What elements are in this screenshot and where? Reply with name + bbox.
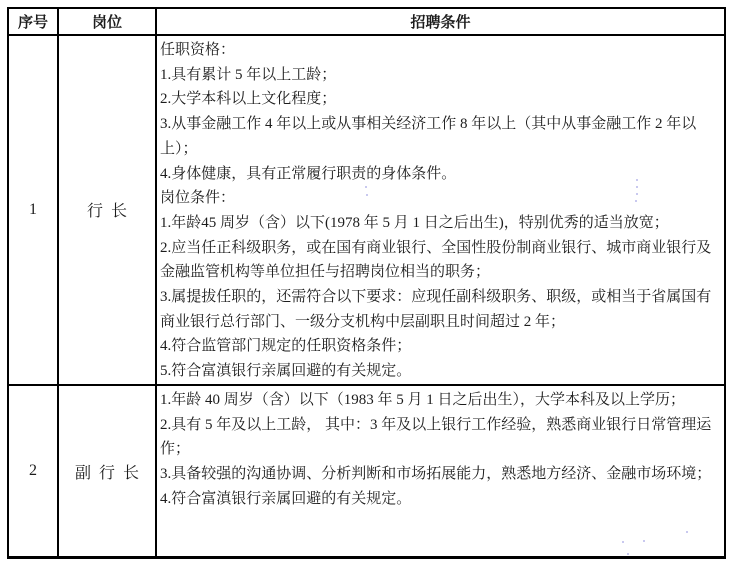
position-label: 副行长 [74, 464, 147, 482]
condition-paragraph: 任职资格： [160, 42, 236, 58]
conditions-cell [156, 35, 725, 385]
noise-speck [686, 531, 688, 533]
row-index-cell: 2 [8, 385, 58, 558]
noise-speck [365, 186, 367, 188]
col-header-position: 岗位 [58, 8, 156, 35]
condition-paragraph: 4.符合监管部门规定的任职资格条件； [160, 338, 412, 355]
noise-speck [636, 186, 638, 188]
table-row [8, 35, 725, 385]
noise-speck [636, 179, 638, 181]
condition-paragraph: 3.从事金融工作 4 年以上或从事相关经济工作 8 年以上（其中从事金融工作 2 年以上）； [160, 116, 697, 157]
noise-speck [622, 541, 624, 543]
position-cell [58, 385, 156, 558]
condition-paragraph: 2.大学本科以上文化程度； [160, 91, 337, 108]
condition-paragraph: 1.年龄45 周岁（含）以下(1978 年 5 月 1 日之后出生)，特别优秀的适当放宽； [160, 214, 669, 231]
noise-speck [643, 540, 645, 542]
condition-paragraph: 1.年龄 40 周岁（含）以下（1983 年 5 月 1 日之后出生），大学本科及以上学历； [160, 391, 686, 408]
table-header-row [8, 8, 725, 35]
recruitment-conditions-table [7, 7, 726, 559]
position-cell [58, 35, 156, 385]
noise-speck [627, 553, 629, 555]
condition-paragraph: 3.具备较强的沟通协调、分析判断和市场拓展能力，熟悉地方经济、金融市场环境； [160, 465, 712, 482]
noise-speck [635, 200, 637, 202]
row-index-cell: 1 [8, 35, 58, 385]
condition-paragraph: 5.符合富滇银行亲属回避的有关规定。 [160, 363, 412, 380]
condition-paragraph: 岗位条件： [160, 190, 236, 207]
noise-speck [636, 193, 638, 195]
condition-paragraph: 4.符合富滇银行亲属回避的有关规定。 [160, 490, 412, 507]
condition-paragraph: 4.身体健康，具有正常履行职责的身体条件。 [160, 165, 457, 182]
table-row [8, 385, 725, 558]
condition-paragraph: 3.属提拔任职的，还需符合以下要求：应现任副科级职务、职级，或相当于省属国有商业银行总行部门、一级分支机构中层副职且时间超过 2 年； [160, 289, 712, 330]
condition-paragraph: 2.应当任正科级职务，或在国有商业银行、全国性股份制商业银行、城市商业银行及金融监管机构等单位担任与招聘岗位相当的职务； [160, 239, 712, 281]
noise-speck [366, 194, 368, 196]
condition-paragraph: 1.具有累计 5 年以上工龄； [160, 66, 337, 83]
col-header-index: 序号 [8, 8, 58, 35]
condition-paragraph: 2.具有 5 年及以上工龄， 其中：3 年及以上银行工作经验，熟悉商业银行日常管理运作； [160, 416, 712, 458]
conditions-cell [156, 385, 725, 558]
document-page [7, 7, 724, 559]
col-header-conditions: 招聘条件 [156, 8, 725, 35]
position-label: 行长 [86, 203, 135, 221]
